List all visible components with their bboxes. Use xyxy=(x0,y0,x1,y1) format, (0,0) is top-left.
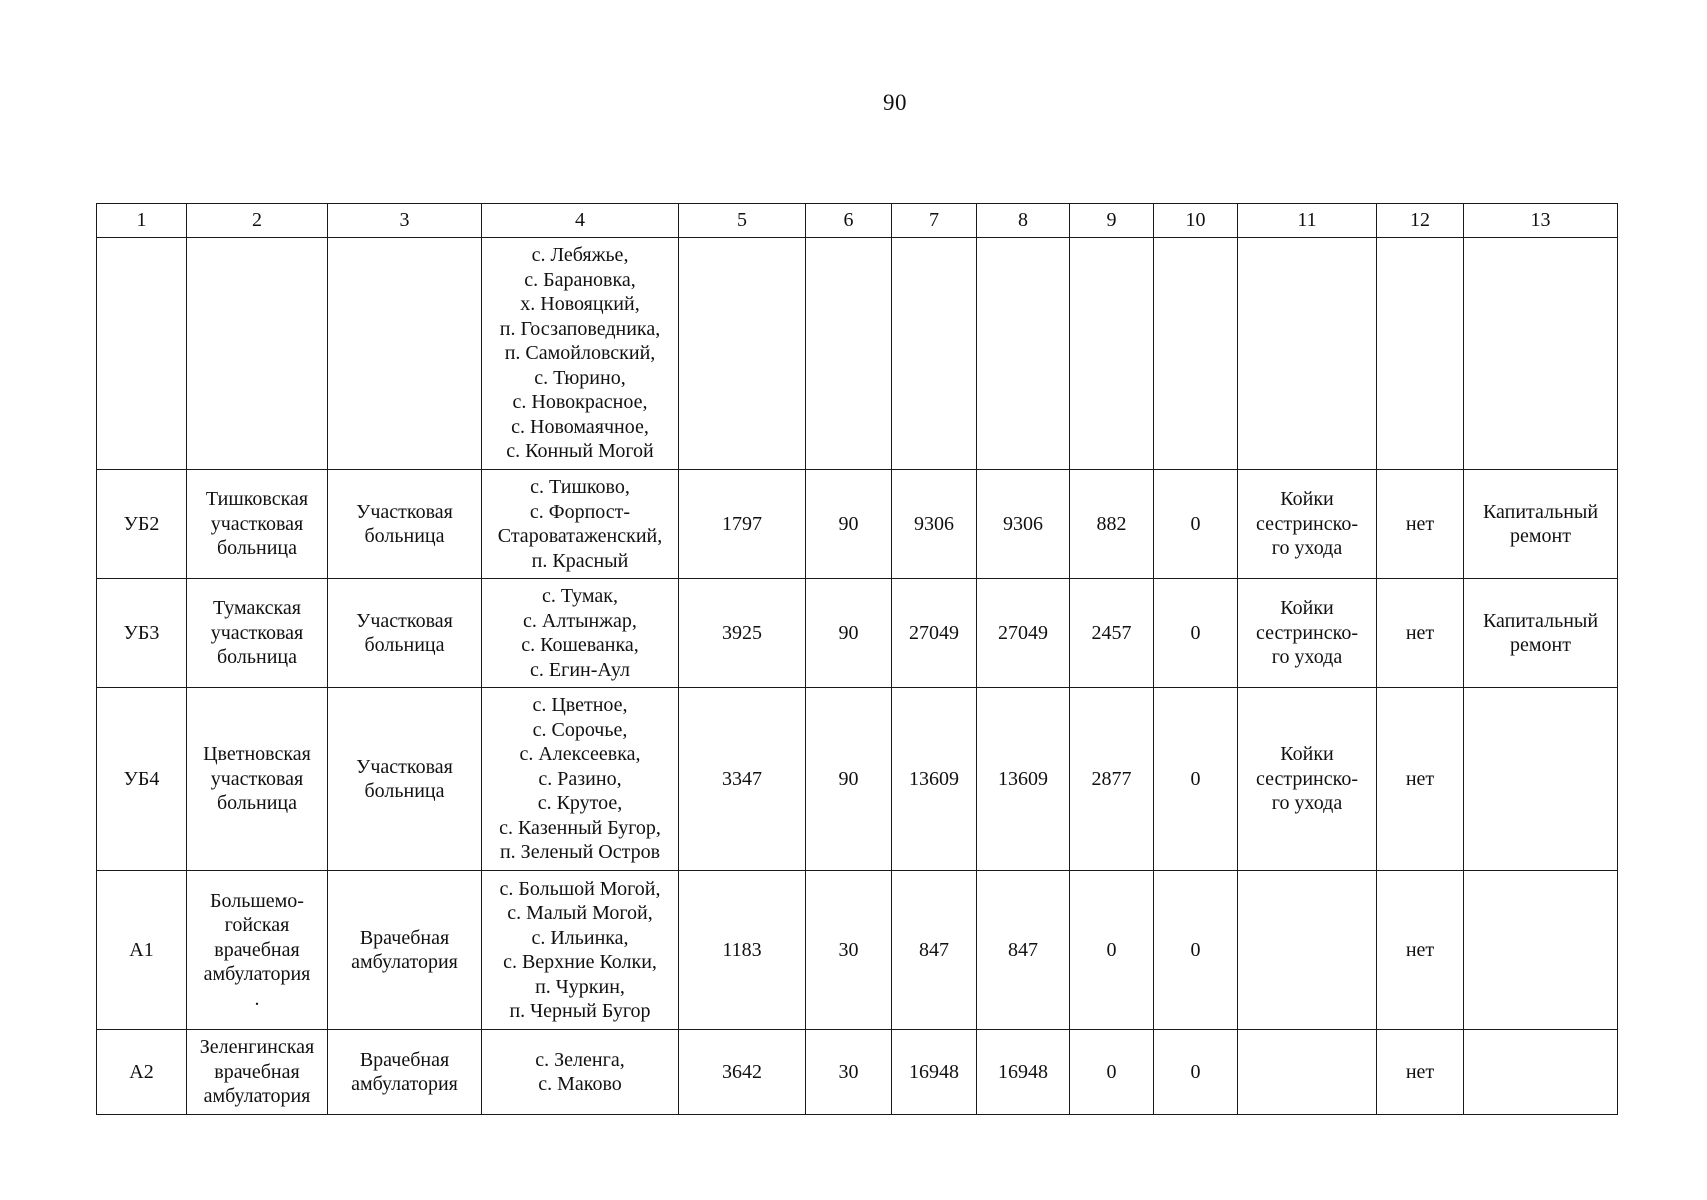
cell-institution-name-line: участковая xyxy=(210,512,304,535)
cell-col-11-line: го ухода xyxy=(1271,537,1343,560)
cell-institution-name xyxy=(187,470,328,579)
cell-institution-name-line: врачебная xyxy=(214,938,300,961)
cell-settlements-line: с. Кошеванка, xyxy=(521,634,639,656)
cell-settlements-line: с. Тюрино, xyxy=(534,366,626,389)
cell-col-10: 0 xyxy=(1154,579,1238,688)
cell-settlements-line: с. Конный Могой xyxy=(506,440,654,463)
cell-code: УБ2 xyxy=(97,470,187,579)
cell-institution-type-line: Врачебная xyxy=(359,926,450,949)
cell-settlements xyxy=(482,470,679,579)
cell-col-11-line: го ухода xyxy=(1271,792,1343,815)
cell-settlements-line: с. Верхние Колки, xyxy=(503,951,657,973)
column-number-header: 6 xyxy=(806,204,892,238)
cell-col-5: 3347 xyxy=(679,688,806,871)
cell-settlements-line: с. Зеленга, xyxy=(535,1048,625,1071)
cell-institution-type-line: Участковая xyxy=(356,755,453,778)
cell-col-9: 882 xyxy=(1070,470,1154,579)
cell-col-13 xyxy=(1464,688,1618,871)
cell-institution-name-line: Тумакская xyxy=(213,597,301,620)
table-row xyxy=(97,1030,1618,1115)
cell-institution-name-line: Зеленгинская xyxy=(199,1036,315,1059)
cell-col-11 xyxy=(1238,688,1377,871)
cell-settlements-line: п. Госзаповедника, xyxy=(499,317,661,340)
cell-institution-type-line: Участковая xyxy=(356,500,453,523)
table-row xyxy=(97,238,1618,470)
cell-institution-type xyxy=(328,579,482,688)
cell-col-11 xyxy=(1238,1030,1377,1115)
cell-col-9 xyxy=(1070,238,1154,470)
cell-col-6: 90 xyxy=(806,579,892,688)
cell-col-5: 3925 xyxy=(679,579,806,688)
cell-col-12: нет xyxy=(1377,470,1464,579)
cell-settlements-line: с. Малый Могой, xyxy=(507,902,653,924)
page-number: 90 xyxy=(883,90,907,115)
cell-col-13 xyxy=(1464,871,1618,1030)
cell-institution-type-line: больница xyxy=(364,780,445,802)
cell-col-12: нет xyxy=(1377,688,1464,871)
cell-settlements-line: п. Чуркин, xyxy=(535,975,625,998)
cell-col-11-line: сестринско- xyxy=(1255,512,1358,535)
cell-institution-name xyxy=(187,579,328,688)
table-body xyxy=(97,238,1618,1115)
cell-settlements-line: с. Барановка, xyxy=(524,268,636,291)
column-number-header: 10 xyxy=(1154,204,1238,238)
cell-col-11-line: Койки xyxy=(1280,597,1334,620)
cell-institution-type xyxy=(328,238,482,470)
cell-institution-name xyxy=(187,238,328,470)
cell-col-8 xyxy=(977,238,1070,470)
cell-settlements xyxy=(482,579,679,688)
cell-col-12: нет xyxy=(1377,579,1464,688)
cell-institution-type-line: Участковая xyxy=(356,609,453,632)
table-row xyxy=(97,871,1618,1030)
cell-settlements-line: с. Алтынжар, xyxy=(523,609,637,632)
cell-settlements xyxy=(482,871,679,1030)
cell-institution-type xyxy=(328,871,482,1030)
cell-code: А2 xyxy=(97,1030,187,1115)
column-number-header: 4 xyxy=(482,204,679,238)
cell-col-13-line: ремонт xyxy=(1510,634,1571,656)
cell-col-10: 0 xyxy=(1154,688,1238,871)
cell-col-5: 3642 xyxy=(679,1030,806,1115)
cell-institution-type xyxy=(328,470,482,579)
cell-col-11 xyxy=(1238,871,1377,1030)
cell-col-13-line: ремонт xyxy=(1510,525,1571,547)
cell-settlements xyxy=(482,238,679,470)
cell-institution-name-line: Большемо- xyxy=(210,889,304,912)
cell-settlements-line: с. Форпост- xyxy=(529,500,631,523)
cell-settlements-line: с. Тумак, xyxy=(542,585,618,607)
cell-col-8: 16948 xyxy=(977,1030,1070,1115)
cell-institution-type-line: больница xyxy=(364,525,445,547)
cell-col-11 xyxy=(1238,579,1377,688)
cell-institution-name-line: больница xyxy=(217,646,297,669)
cell-settlements-line: с. Цветное, xyxy=(532,694,628,717)
cell-col-13-line: Капитальный xyxy=(1482,500,1599,523)
cell-code: УБ3 xyxy=(97,579,187,688)
column-number-header: 1 xyxy=(97,204,187,238)
cell-col-9: 0 xyxy=(1070,871,1154,1030)
cell-institution-name-line: врачебная xyxy=(214,1060,300,1083)
column-number-header: 9 xyxy=(1070,204,1154,238)
cell-col-5: 1183 xyxy=(679,871,806,1030)
cell-col-8: 13609 xyxy=(977,688,1070,871)
cell-settlements-line: с. Ильинка, xyxy=(531,926,629,949)
cell-col-8: 9306 xyxy=(977,470,1070,579)
cell-col-6: 30 xyxy=(806,1030,892,1115)
column-number-header: 5 xyxy=(679,204,806,238)
cell-code: УБ4 xyxy=(97,688,187,871)
column-number-header: 3 xyxy=(328,204,482,238)
column-number-header: 13 xyxy=(1464,204,1618,238)
cell-institution-name-line: амбулатория xyxy=(203,963,311,986)
cell-settlements-line: с. Новокрасное, xyxy=(512,391,648,414)
cell-col-7: 16948 xyxy=(892,1030,977,1115)
cell-col-11-line: Койки xyxy=(1280,743,1334,766)
cell-settlements-line: с. Новомаячное, xyxy=(511,415,649,438)
cell-institution-name-line: больница xyxy=(217,792,297,815)
cell-institution-name-line: больница xyxy=(217,537,297,560)
cell-settlements-line: п. Красный xyxy=(531,549,629,572)
cell-col-13 xyxy=(1464,470,1618,579)
cell-settlements-line: с. Тишково, xyxy=(530,476,630,498)
cell-col-5: 1797 xyxy=(679,470,806,579)
cell-col-11-line: сестринско- xyxy=(1255,621,1358,644)
cell-settlements-line: с. Алексеевка, xyxy=(519,743,641,766)
cell-institution-type-line: амбулатория xyxy=(351,1073,458,1095)
cell-settlements-line: с. Крутое, xyxy=(537,792,623,815)
cell-settlements-line: с. Егин-Аул xyxy=(530,658,630,681)
table-row xyxy=(97,470,1618,579)
cell-institution-name xyxy=(187,871,328,1030)
cell-col-8: 847 xyxy=(977,871,1070,1030)
cell-institution-name-line: Тишковская xyxy=(205,488,309,511)
cell-col-10: 0 xyxy=(1154,1030,1238,1115)
cell-col-11 xyxy=(1238,238,1377,470)
cell-col-11-line: Койки xyxy=(1280,488,1334,511)
cell-settlements-line: с. Сорочье, xyxy=(532,718,628,741)
cell-settlements-line: с. Маково xyxy=(538,1073,622,1095)
cell-col-11-line: сестринско- xyxy=(1255,767,1358,790)
cell-institution-type-line: амбулатория xyxy=(351,951,458,973)
cell-institution-name xyxy=(187,688,328,871)
cell-col-13-line: Капитальный xyxy=(1482,609,1599,632)
cell-settlements-line: с. Лебяжье, xyxy=(531,244,629,267)
column-number-row xyxy=(97,204,1618,238)
cell-col-11-line: го ухода xyxy=(1271,646,1343,669)
column-number-header: 7 xyxy=(892,204,977,238)
table-row xyxy=(97,579,1618,688)
cell-settlements-line: п. Самойловский, xyxy=(504,342,656,365)
cell-col-13 xyxy=(1464,1030,1618,1115)
institutions-table xyxy=(96,203,1618,1115)
cell-col-6: 90 xyxy=(806,688,892,871)
cell-col-9: 0 xyxy=(1070,1030,1154,1115)
cell-col-7: 13609 xyxy=(892,688,977,871)
cell-settlements-line: п. Черный Бугор xyxy=(509,1000,651,1022)
cell-col-7 xyxy=(892,238,977,470)
cell-col-6: 90 xyxy=(806,470,892,579)
column-number-header: 8 xyxy=(977,204,1070,238)
cell-col-6: 30 xyxy=(806,871,892,1030)
column-number-header: 2 xyxy=(187,204,328,238)
cell-col-9: 2457 xyxy=(1070,579,1154,688)
column-number-header: 11 xyxy=(1238,204,1377,238)
cell-col-11 xyxy=(1238,470,1377,579)
cell-col-13 xyxy=(1464,579,1618,688)
cell-institution-name-line: амбулатория xyxy=(203,1085,311,1108)
cell-col-8: 27049 xyxy=(977,579,1070,688)
cell-col-12 xyxy=(1377,238,1464,470)
table-row xyxy=(97,688,1618,871)
cell-institution-type xyxy=(328,1030,482,1115)
cell-col-10 xyxy=(1154,238,1238,470)
cell-col-10: 0 xyxy=(1154,470,1238,579)
cell-settlements xyxy=(482,688,679,871)
cell-institution-type-line: больница xyxy=(364,634,445,656)
cell-col-5 xyxy=(679,238,806,470)
cell-code: А1 xyxy=(97,871,187,1030)
cell-col-6 xyxy=(806,238,892,470)
column-number-header: 12 xyxy=(1377,204,1464,238)
cell-institution-type-line: Врачебная xyxy=(359,1048,450,1071)
cell-col-7: 9306 xyxy=(892,470,977,579)
cell-institution-name-line: участковая xyxy=(210,767,304,790)
cell-settlements-line: с. Казенный Бугор, xyxy=(499,816,661,839)
cell-institution-name-line: Цветновская xyxy=(203,743,311,766)
cell-col-10: 0 xyxy=(1154,871,1238,1030)
cell-col-13 xyxy=(1464,238,1618,470)
cell-settlements-line: с. Большой Могой, xyxy=(499,877,661,900)
cell-settlements-line: п. Зеленый Остров xyxy=(499,841,661,864)
cell-institution-name-line: . xyxy=(254,987,260,1010)
cell-institution-type xyxy=(328,688,482,871)
cell-settlements xyxy=(482,1030,679,1115)
cell-code xyxy=(97,238,187,470)
cell-settlements-line: х. Новояцкий, xyxy=(520,293,640,316)
cell-col-9: 2877 xyxy=(1070,688,1154,871)
cell-col-7: 27049 xyxy=(892,579,977,688)
cell-settlements-line: с. Разино, xyxy=(538,767,622,790)
cell-institution-name xyxy=(187,1030,328,1115)
cell-col-12: нет xyxy=(1377,871,1464,1030)
cell-settlements-line: Староватаженский, xyxy=(497,525,663,547)
cell-institution-name-line: гойская xyxy=(224,914,290,937)
cell-institution-name-line: участковая xyxy=(210,621,304,644)
cell-col-12: нет xyxy=(1377,1030,1464,1115)
cell-col-7: 847 xyxy=(892,871,977,1030)
